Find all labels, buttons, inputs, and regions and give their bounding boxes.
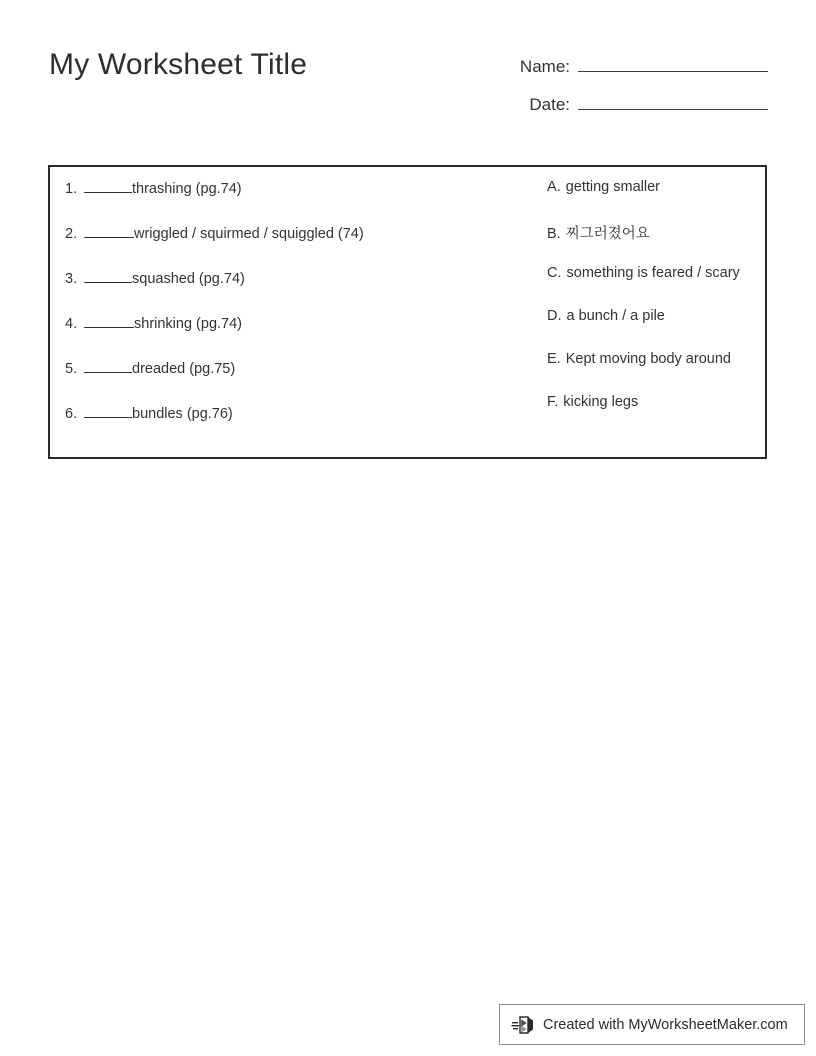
choice-text: 찌그러졌어요 [565,226,650,242]
worksheet-matching-box [48,165,767,459]
question-number: 5. [65,361,78,377]
answer-blank[interactable] [84,359,132,373]
choice-letter: F. [547,394,559,410]
question-text: bundles (pg.76) [132,406,233,422]
answer-blank[interactable] [84,269,132,283]
choice-letter: A. [547,179,561,195]
answer-blank[interactable] [84,404,132,418]
choice-letter: D. [547,308,562,324]
choice-row [547,308,757,351]
choices-column [547,179,757,437]
question-row [65,224,535,269]
page-title: My Worksheet Title [49,48,308,81]
choice-text: kicking legs [563,394,639,410]
question-row [65,404,535,449]
worksheet-header [0,0,816,140]
question-number: 1. [65,181,78,197]
created-with-badge[interactable] [499,1004,805,1045]
question-text: dreaded (pg.75) [132,361,236,377]
name-input[interactable] [578,52,768,72]
question-text: thrashing (pg.74) [132,181,242,197]
question-text: squashed (pg.74) [132,271,245,287]
choice-row [547,179,757,222]
question-row [65,314,535,359]
answer-blank[interactable] [84,314,134,328]
question-row [65,179,535,224]
choice-row [547,394,757,437]
created-with-label: Created with MyWorksheetMaker.com [543,1016,788,1033]
question-number: 4. [65,316,78,332]
date-input[interactable] [578,90,768,110]
date-field-row [420,90,768,114]
choice-row [547,265,757,308]
question-text: wriggled / squirmed / squiggled (74) [134,226,364,242]
choice-text: a bunch / a pile [566,308,665,324]
name-field-label: Name: [519,57,570,76]
question-number: 2. [65,226,78,242]
question-row [65,359,535,404]
choice-letter: E. [547,351,561,367]
choice-text: getting smaller [565,179,660,195]
choice-row [547,222,757,265]
questions-column [65,179,535,449]
question-number: 3. [65,271,78,287]
choice-row [547,351,757,394]
name-field-row [420,52,768,76]
answer-blank[interactable] [84,224,134,238]
question-number: 6. [65,406,78,422]
choice-text: something is feared / scary [566,265,740,281]
choice-letter: B. [547,226,561,242]
question-text: shrinking (pg.74) [134,316,242,332]
answer-blank[interactable] [84,179,132,193]
choice-text: Kept moving body around [565,351,731,367]
question-row [65,269,535,314]
choice-letter: C. [547,265,562,281]
myworksheetmaker-logo-icon [511,1012,537,1038]
date-field-label: Date: [529,95,570,114]
